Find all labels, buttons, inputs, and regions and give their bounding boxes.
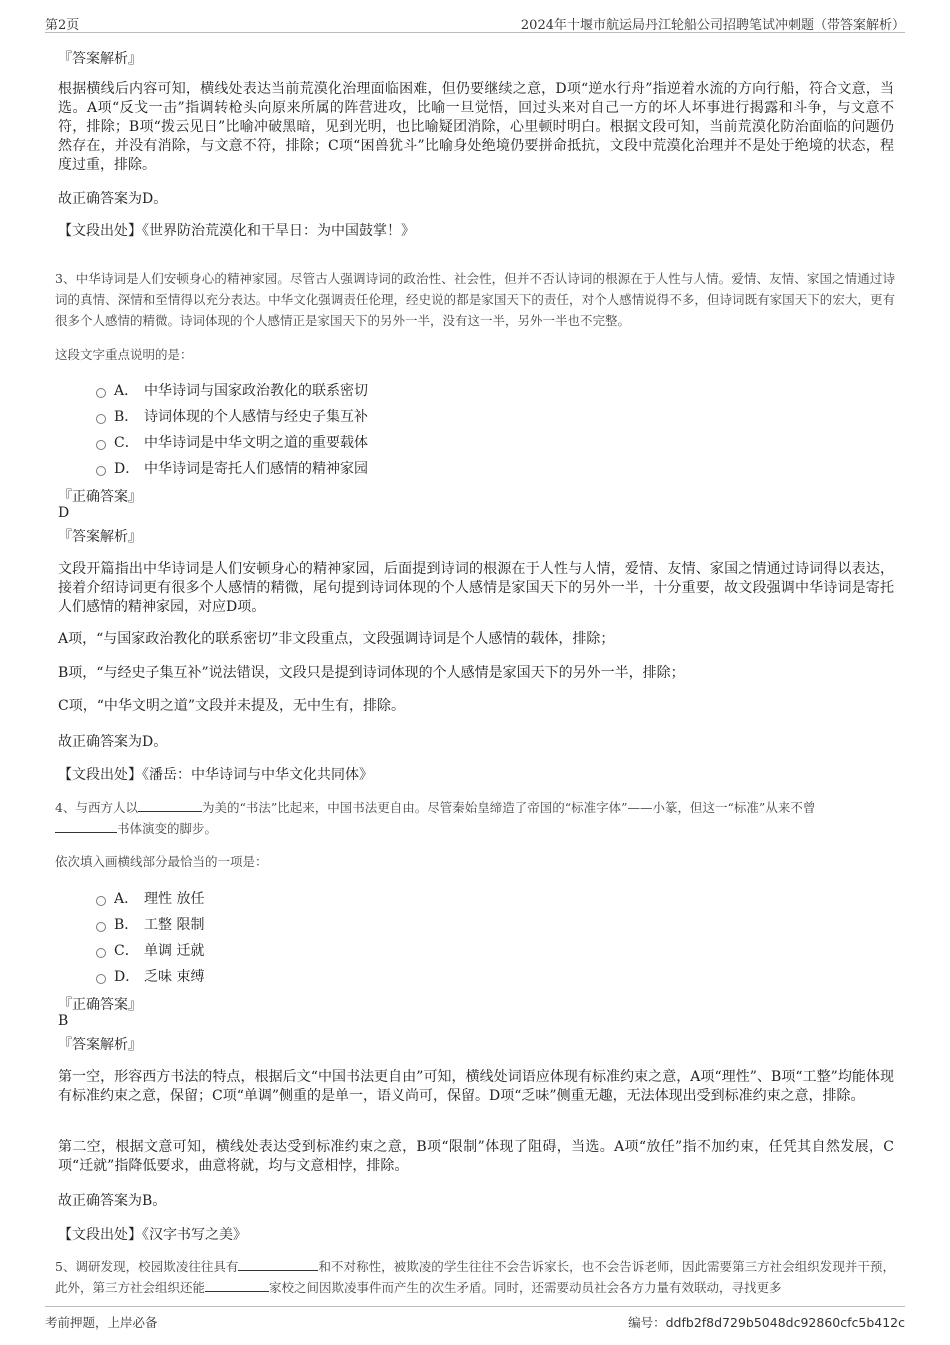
q4-correct-answer: B [58, 1013, 69, 1029]
radio-icon[interactable] [96, 948, 106, 958]
q3-option-d[interactable]: D． 中华诗词是寄托人们感情的精神家园 [96, 458, 368, 478]
q3-prompt: 这段文字重点说明的是： [55, 347, 193, 362]
page-footer [45, 1306, 905, 1331]
q3-correct-label: 『正确答案』 [58, 489, 142, 505]
radio-icon[interactable] [96, 466, 106, 476]
q3-option-b[interactable]: B． 诗词体现的个人感情与经史子集互补 [96, 406, 368, 426]
q3-correct-answer: D [58, 505, 70, 521]
q2-analysis-label: 『答案解析』 [58, 51, 142, 67]
blank-1 [138, 799, 202, 812]
q3-analysis-a: A项，“与国家政治教化的联系密切”非文段重点，文段强调诗词是个人感情的载体，排除； [58, 631, 615, 647]
radio-icon[interactable] [96, 974, 106, 984]
q4-option-c[interactable]: C． 单调 迁就 [96, 940, 204, 960]
q3-analysis-text: 文段开篇指出中华诗词是人们安顿身心的精神家园，后面提到诗词的根源在于人性与人情，爱情、友情、家国之情通过诗词得以表达，接着介绍诗词更有很多个人感情的精微，尾句提到诗词体现的个人感情是家国天下的另外一半，十分重要，故文段强调中华诗词是寄托人们感情的精神家园，对应D项。 [58, 561, 894, 615]
q4-analysis-p2: 第二空，根据文意可知，横线处表达受到标准约束之意，B项“限制”体现了阻碍，当选。A项“放任”指不加约束，任凭其自然发展，C项“迁就”指降低要求，曲意将就，均与文意相悖，排除。 [58, 1139, 894, 1174]
q3-source: 【文段出处】《潘岳：中华诗词与中华文化共同体》 [58, 767, 373, 783]
q4-source: 【文段出处】《汉字书写之美》 [58, 1227, 247, 1243]
document-title: 2024年十堰市航运局丹江轮船公司招聘笔试冲刺题（带答案解析） [520, 18, 905, 33]
q4-option-d[interactable]: D． 乏味 束缚 [96, 966, 204, 986]
q3-analysis-c: C项，“中华文明之道”文段并未提及，无中生有，排除。 [58, 698, 406, 714]
q5-question-text: 5、调研发现，校园欺凌往往具有 和不对称性，被欺凌的学生往往不会告诉家长，也不会告诉老师，因此需要第三方社会组织发现并干预，此外，第三方社会组织还能 家校之间因欺凌事件而产生的次生矛盾。同时，还需要动员社会各方力量有效联动，寻找更多 [55, 1259, 895, 1295]
q3-analysis-b: B项，“与经史子集互补”说法错误，文段只是提到诗词体现的个人感情是家国天下的另外一半，排除； [58, 665, 685, 681]
q2-conclusion: 故正确答案为D。 [58, 191, 168, 207]
radio-icon[interactable] [96, 440, 106, 450]
q3-conclusion: 故正确答案为D。 [58, 734, 168, 750]
q4-option-b[interactable]: B． 工整 限制 [96, 914, 204, 934]
q4-prompt: 依次填入画横线部分最恰当的一项是： [55, 854, 268, 869]
radio-icon[interactable] [96, 388, 106, 398]
footer-slogan: 考前押题，上岸必备 [45, 1315, 158, 1330]
q4-question-text: 4、与西方人以 为美的“书法”比起来，中国书法更自由。尽管秦始皇缔造了帝国的“标准字体”——小篆，但这一“标准”从来不曾 书体演变的脚步。 [55, 800, 816, 836]
blank-2 [205, 1279, 269, 1292]
q4-analysis-label: 『答案解析』 [58, 1037, 142, 1053]
page-number: 第2页 [45, 18, 80, 33]
q4-conclusion: 故正确答案为B。 [58, 1193, 167, 1209]
radio-icon[interactable] [96, 414, 106, 424]
q3-question-text: 3、中华诗词是人们安顿身心的精神家园。尽管古人强调诗词的政治性、社会性，但并不否认诗词的根源在于人性与人情。爱情、友情、家国之情通过诗词的真情、深情和至情得以充分表达。中华文化强调责任伦理，经史说的都是家国天下的责任，对个人感情说得不多，但诗词既有家国天下的宏大，更有很多个人感情的精微。诗词体现的个人感情正是家国天下的另外一半，没有这一半，另外一半也不完整。 [55, 271, 895, 328]
q3-analysis-label: 『答案解析』 [58, 529, 142, 545]
document-code: 编号：ddfb2f8d729b5048dc92860cfc5b412c [628, 1315, 905, 1330]
q4-option-a[interactable]: A． 理性 放任 [96, 888, 204, 908]
q3-option-a[interactable]: A． 中华诗词与国家政治教化的联系密切 [96, 380, 368, 400]
blank-1 [238, 1258, 318, 1271]
q3-option-c[interactable]: C． 中华诗词是中华文明之道的重要载体 [96, 432, 368, 452]
radio-icon[interactable] [96, 922, 106, 932]
q4-analysis-p1: 第一空，形容西方书法的特点，根据后文“中国书法更自由”可知，横线处词语应体现有标准约束之意，A项“理性”、B项“工整”均能体现有标准约束之意，保留；C项“单调”侧重的是单一，语义尚可，保留。D项“乏味”侧重无趣，无法体现出受到标准约束之意，排除。 [58, 1069, 894, 1104]
page-header [45, 10, 905, 33]
q2-analysis-text: 根据横线后内容可知，横线处表达当前荒漠化治理面临困难，但仍要继续之意，D项“逆水行舟”指逆着水流的方向行船，符合文意，当选。A项“反戈一击”指调转枪头向原来所属的阵营进攻，比喻一旦觉悟，回过头来对自己一方的坏人坏事进行揭露和斗争，与文意不符，排除；B项“拨云见日”比喻冲破黑暗，见到光明，也比喻疑团消除，心里顿时明白。根据文段可知，当前荒漠化防治面临的问题仍然存在，并没有消除，与文意不符，排除；C项“困兽犹斗”比喻身处绝境仍要拼命抵抗，文段中荒漠化治理并不是处于绝境的状态，程度过重，排除。 [58, 81, 894, 173]
q2-source: 【文段出处】《世界防治荒漠化和干旱日：为中国鼓掌！》 [58, 223, 415, 239]
radio-icon[interactable] [96, 896, 106, 906]
q4-correct-label: 『正确答案』 [58, 997, 142, 1013]
blank-2 [55, 820, 117, 833]
